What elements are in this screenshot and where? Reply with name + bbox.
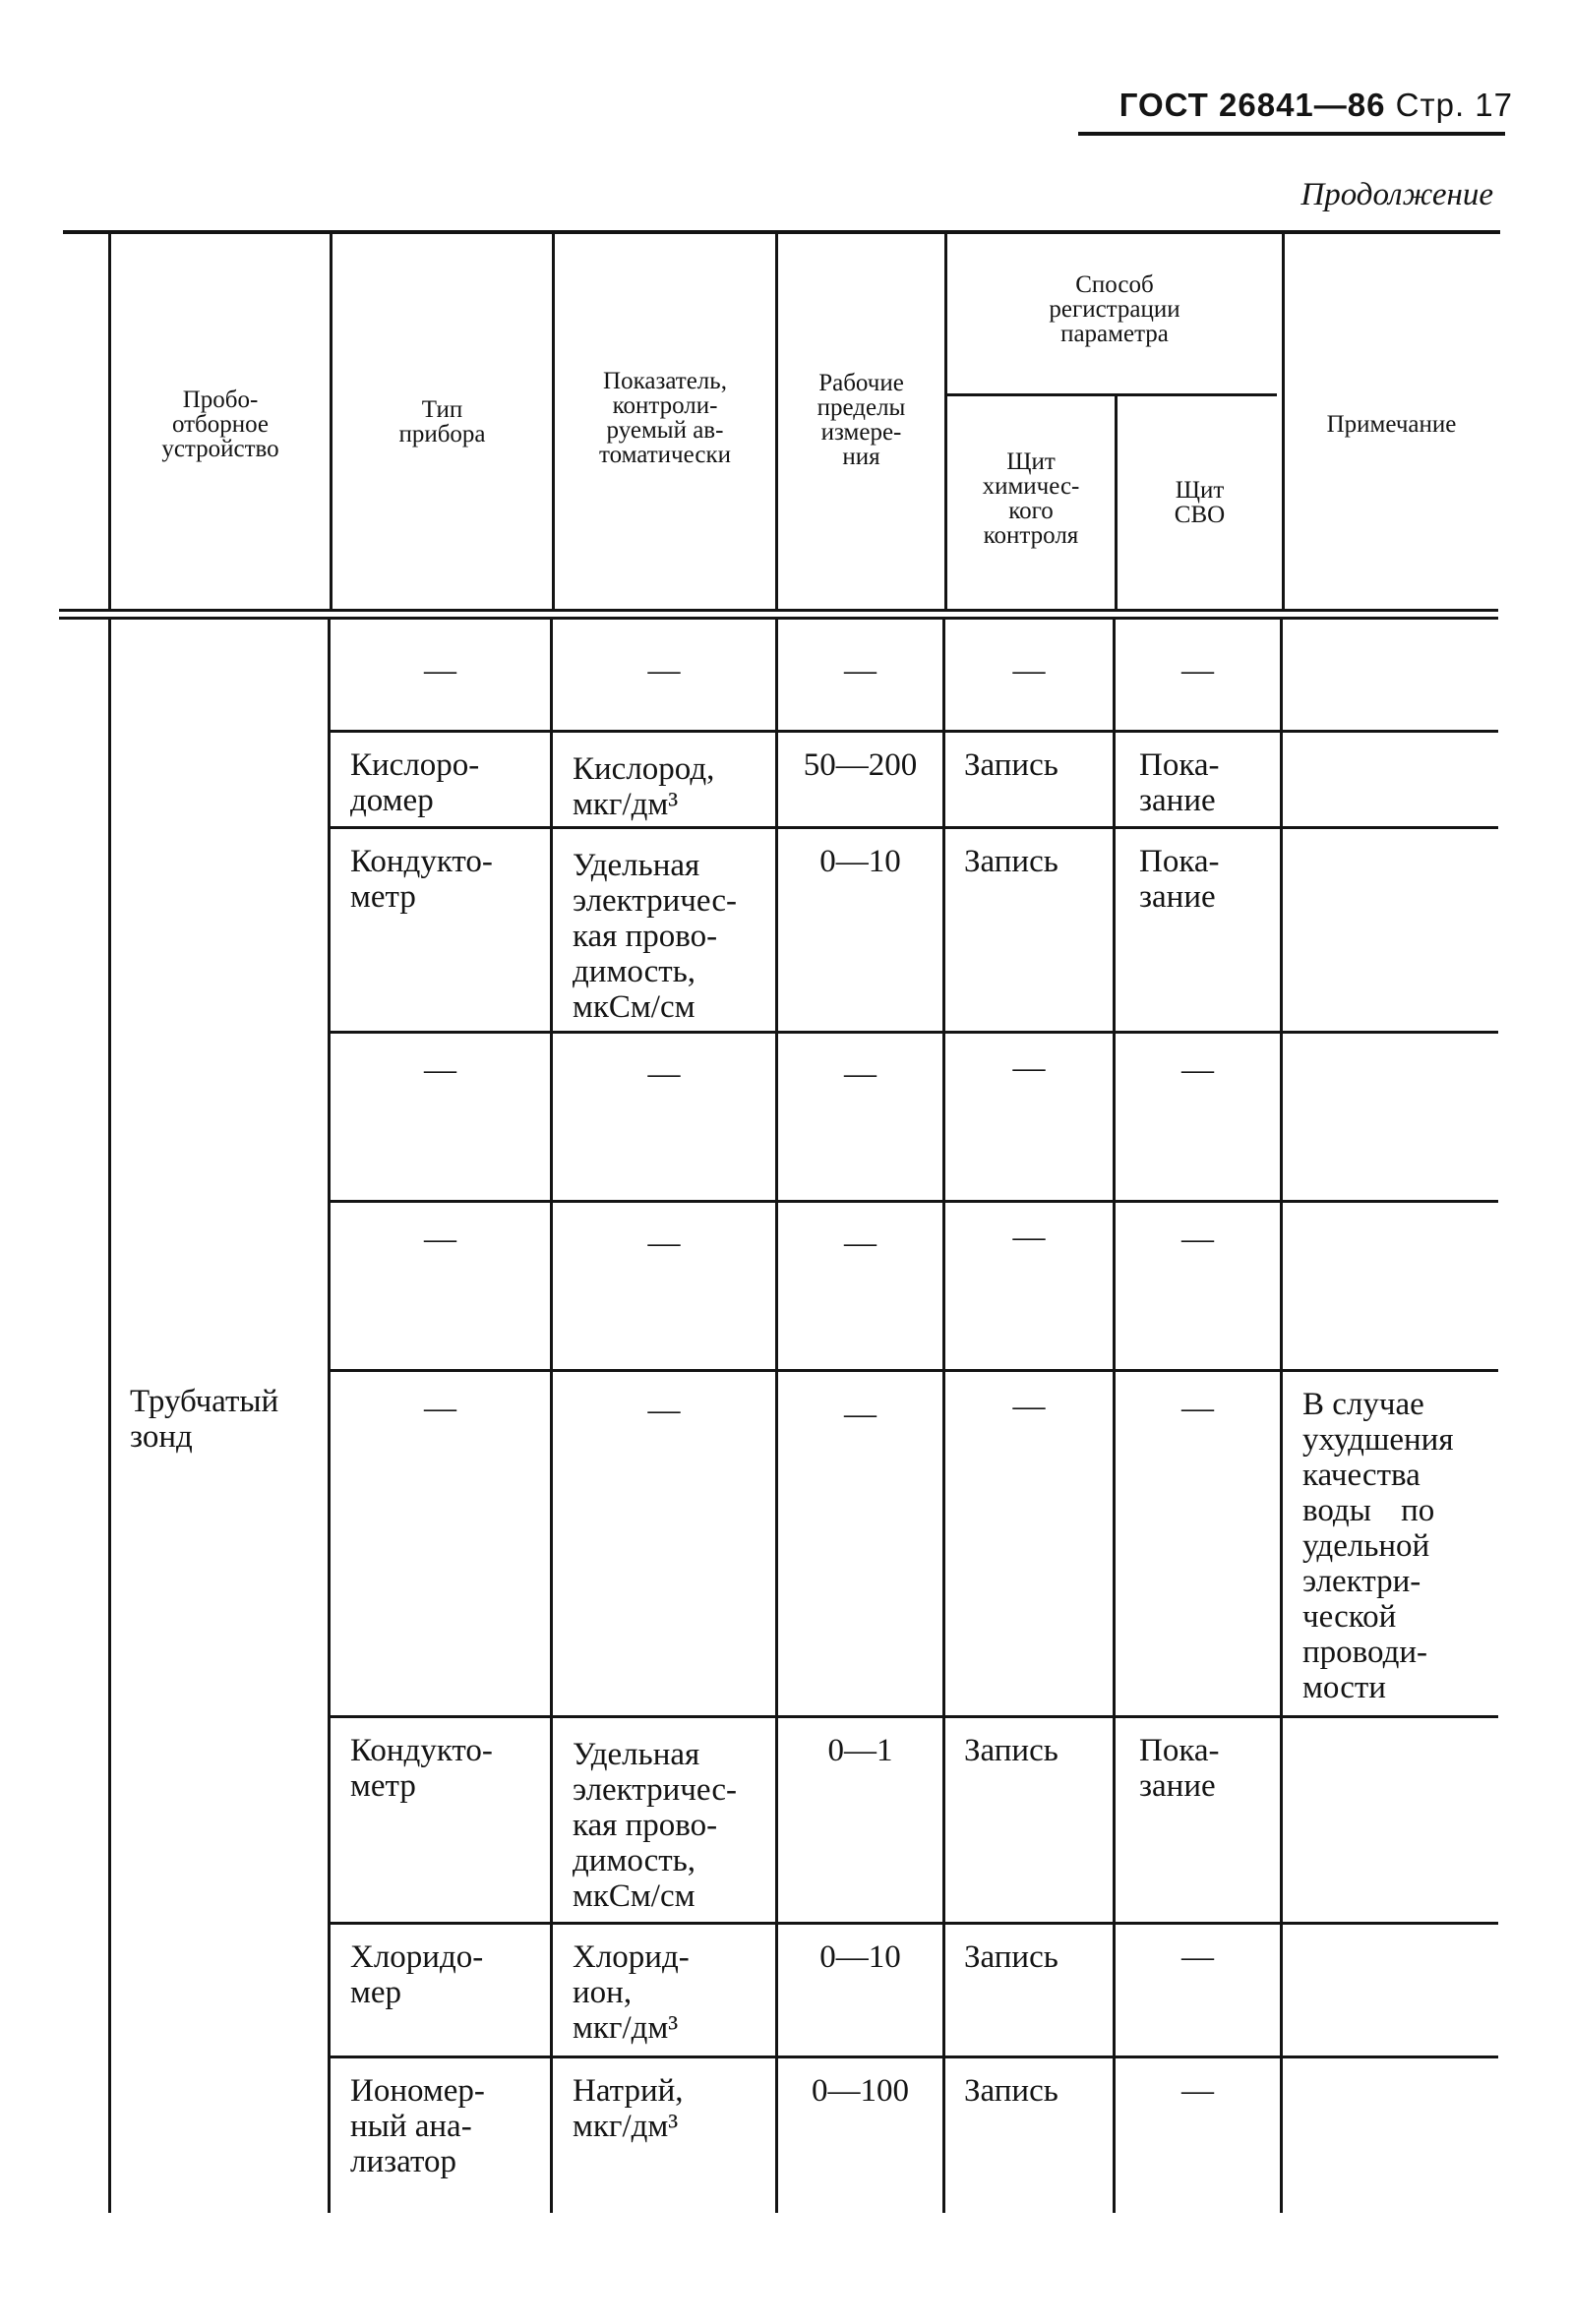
cell-limits: 50—200 xyxy=(803,747,918,783)
cell-limits: 0—100 xyxy=(812,2073,909,2109)
registration-rule xyxy=(946,393,1277,396)
col-header-registration: Способ регистрации параметра xyxy=(1049,271,1180,347)
page-number: Стр. 17 xyxy=(1395,87,1513,123)
cell-type: Кондукто- метр xyxy=(350,1733,493,1804)
row-rule xyxy=(328,1715,1498,1718)
cell-svo: — xyxy=(1181,1222,1214,1257)
col-header-limits: Рабочие пределы измере- ния xyxy=(816,370,906,470)
cell-indicator: — xyxy=(647,1056,681,1092)
col-line xyxy=(1280,620,1283,2213)
col-header-svo-panel: Щит СВО xyxy=(1174,477,1226,528)
device-cell: Трубчатый зонд xyxy=(130,1384,279,1455)
cell-chem: Запись xyxy=(964,1733,1058,1768)
cell-svo: — xyxy=(1181,1052,1214,1088)
cell-limits: — xyxy=(844,1056,877,1092)
cell-limits: 0—1 xyxy=(827,1733,893,1768)
cell-chem: — xyxy=(1012,1220,1046,1255)
col-header-note: Примечание xyxy=(1326,411,1457,438)
cell-chem: Запись xyxy=(964,747,1058,783)
cell-indicator: Удельная электричес- кая прово- димость, мкСм/см xyxy=(573,848,737,1025)
col-header-type: Тип прибора xyxy=(398,396,486,447)
cell-chem: — xyxy=(1012,1050,1046,1086)
cell-indicator: — xyxy=(647,653,681,688)
row-rule xyxy=(328,1369,1498,1372)
cell-indicator: Кислород, мкг/дм³ xyxy=(573,751,715,822)
col-header-chem-panel: Щит химичес- кого контроля xyxy=(982,448,1080,549)
cell-chem: Запись xyxy=(964,844,1058,879)
cell-svo: — xyxy=(1181,653,1214,688)
row-rule xyxy=(328,1200,1498,1203)
cell-indicator: Натрий, мкг/дм³ xyxy=(573,2073,684,2144)
cell-type: Хлоридо- мер xyxy=(350,1939,484,2010)
cell-chem: Запись xyxy=(964,2073,1058,2109)
cell-chem: — xyxy=(1012,1389,1046,1424)
cell-limits: 0—10 xyxy=(819,844,901,879)
row-rule xyxy=(328,730,1498,733)
page-header xyxy=(1119,87,1513,124)
row-rule xyxy=(328,1031,1498,1034)
cell-svo: — xyxy=(1181,1391,1214,1426)
cell-type: — xyxy=(424,1222,456,1257)
cell-type: — xyxy=(424,653,456,688)
continuation-label: Продолжение xyxy=(1300,177,1493,212)
col-line xyxy=(108,620,111,2213)
standard-number: ГОСТ 26841—86 xyxy=(1119,87,1386,123)
row-rule xyxy=(328,2056,1498,2058)
header-rule xyxy=(1078,132,1505,136)
header-bottom-rule xyxy=(59,609,1498,612)
cell-limits: 0—10 xyxy=(819,1939,901,1975)
cell-chem: Запись xyxy=(964,1939,1058,1975)
cell-limits: — xyxy=(844,1225,877,1261)
cell-note: В случае ухудшения качества воды по удельной электри- ческой проводи- мости xyxy=(1302,1387,1454,1705)
cell-svo: — xyxy=(1181,1939,1214,1975)
cell-chem: — xyxy=(1012,653,1046,688)
cell-type: Кондукто- метр xyxy=(350,844,493,915)
cell-indicator: — xyxy=(647,1393,681,1428)
row-rule xyxy=(328,1922,1498,1925)
cell-svo: Пока- зание xyxy=(1139,844,1220,915)
cell-svo: Пока- зание xyxy=(1139,1733,1220,1804)
row-rule xyxy=(328,826,1498,829)
cell-indicator: Удельная электричес- кая прово- димость, мкСм/см xyxy=(573,1737,737,1914)
cell-type: — xyxy=(424,1052,456,1088)
col-header-indicator: Показатель, контроли- руемый ав- томатически xyxy=(599,368,731,468)
cell-type: Кислоро- домер xyxy=(350,747,480,818)
col-header-device: Пробо- отборное устройство xyxy=(161,387,279,462)
cell-type: Иономер- ный ана- лизатор xyxy=(350,2073,485,2179)
cell-indicator: — xyxy=(647,1225,681,1261)
cell-limits: — xyxy=(844,1397,877,1432)
cell-type: — xyxy=(424,1391,456,1426)
cell-svo: — xyxy=(1181,2073,1214,2109)
cell-indicator: Хлорид- ион, мкг/дм³ xyxy=(573,1939,690,2046)
cell-svo: Пока- зание xyxy=(1139,747,1220,818)
cell-limits: — xyxy=(844,653,877,688)
